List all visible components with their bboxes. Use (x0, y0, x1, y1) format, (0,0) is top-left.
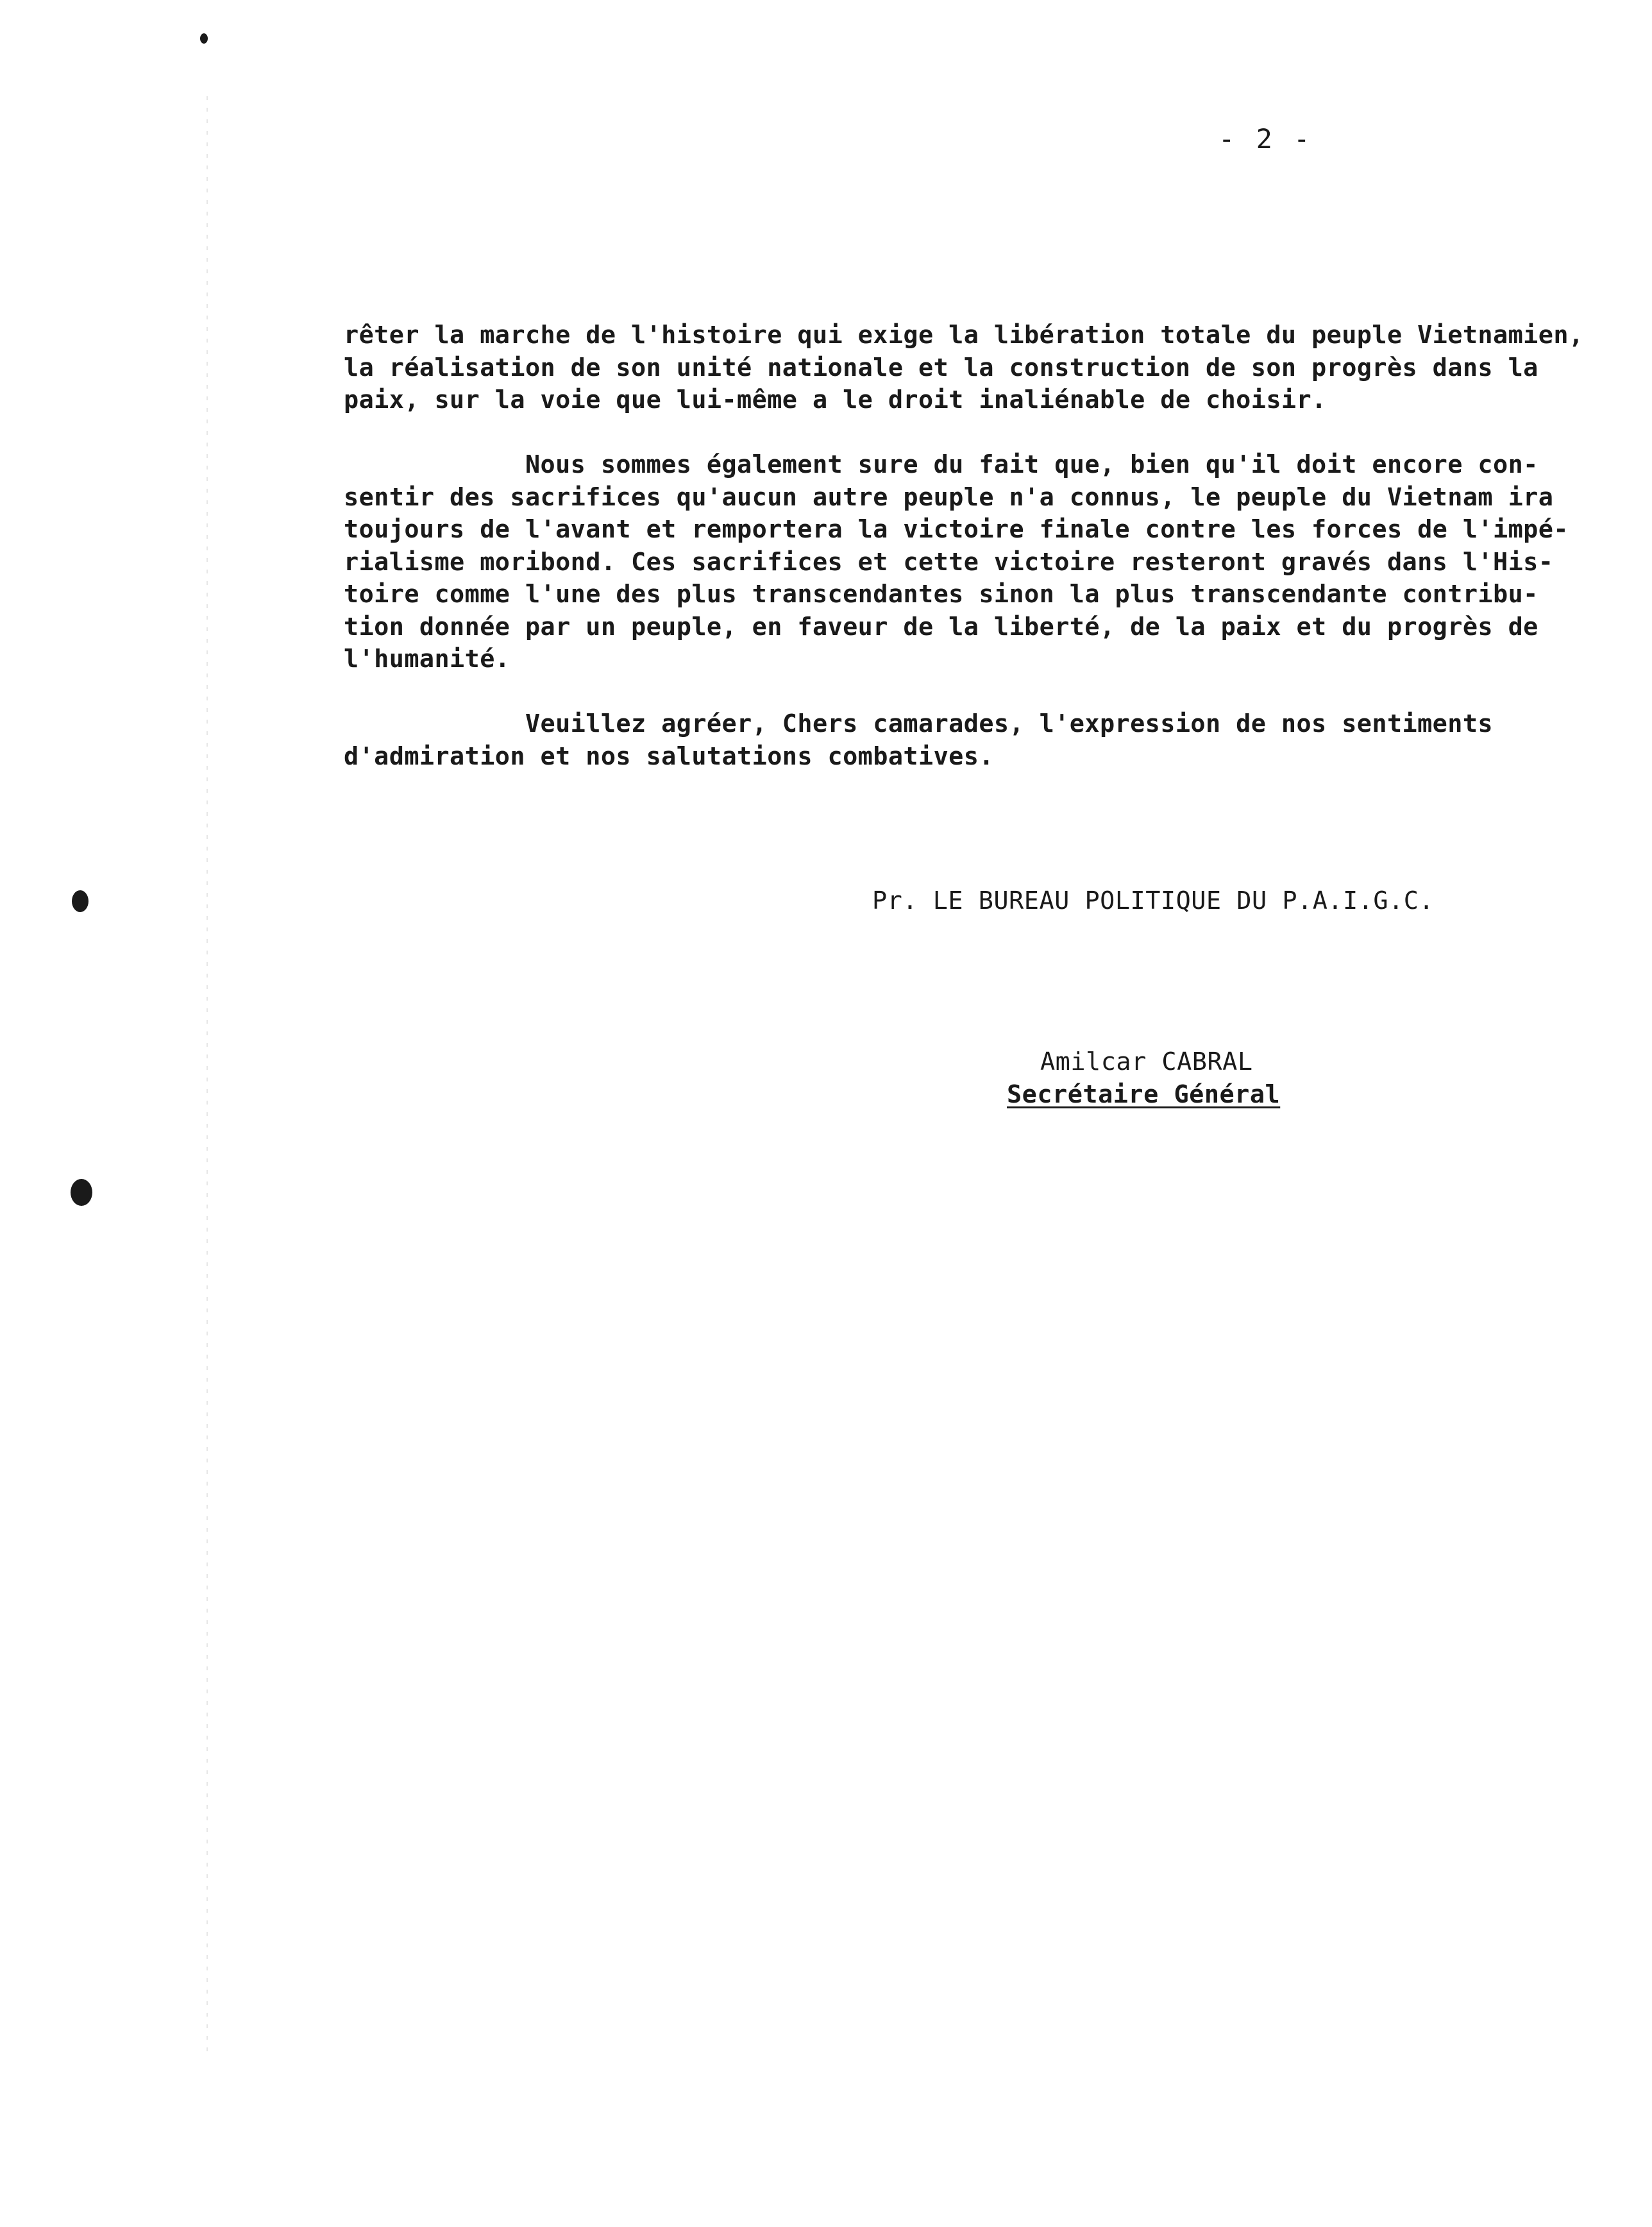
signatory-title: Secrétaire Général (1007, 1080, 1281, 1109)
punch-hole-bottom (71, 1179, 92, 1206)
text-line: la réalisation de son unité nationale et la construction de son progrès dans la (344, 353, 1538, 382)
text-line: l'humanité. (344, 645, 510, 673)
paragraph-3 (344, 708, 1581, 773)
closing-label: Pr. LE BUREAU POLITIQUE DU P.A.I.G.C. (872, 886, 1435, 915)
punch-hole-top (200, 33, 208, 44)
text-line: Nous sommes également sure du fait que, bien qu'il doit encore con- (344, 450, 1538, 479)
text-line: sentir des sacrifices qu'aucun autre peuple n'a connus, le peuple du Vietnam ira (344, 482, 1554, 512)
text-line: d'admiration et nos salutations combatives. (344, 741, 994, 771)
punch-hole-middle (72, 890, 88, 912)
text-line: paix, sur la voie que lui-même a le droit inaliénable de choisir. (344, 385, 1327, 414)
text-line: Veuillez agréer, Chers camarades, l'expression de nos sentiments (344, 709, 1494, 738)
text-line: toujours de l'avant et remportera la victoire finale contre les forces de l'impé- (344, 515, 1569, 544)
paragraph-gap (344, 676, 1581, 709)
paragraph-1 (344, 319, 1584, 417)
signatory-name: Amilcar CABRAL (1040, 1047, 1253, 1076)
page-fold-line (206, 96, 208, 2053)
text-line: toire comme l'une des plus transcendantes sinon la plus transcendante contribu- (344, 580, 1538, 609)
paragraph-gap (344, 417, 1581, 450)
letter-body (344, 319, 1584, 773)
text-line: rialisme moribond. Ces sacrifices et cette victoire resteront gravés dans l'His- (344, 547, 1554, 577)
text-line: tion donnée par un peuple, en faveur de la liberté, de la paix et du progrès de (344, 612, 1538, 641)
paragraph-2 (344, 449, 1581, 676)
text-line: rêter la marche de l'histoire qui exige la libération totale du peuple Vietnamien, (344, 321, 1584, 350)
page-number: - 2 - (1218, 123, 1313, 155)
